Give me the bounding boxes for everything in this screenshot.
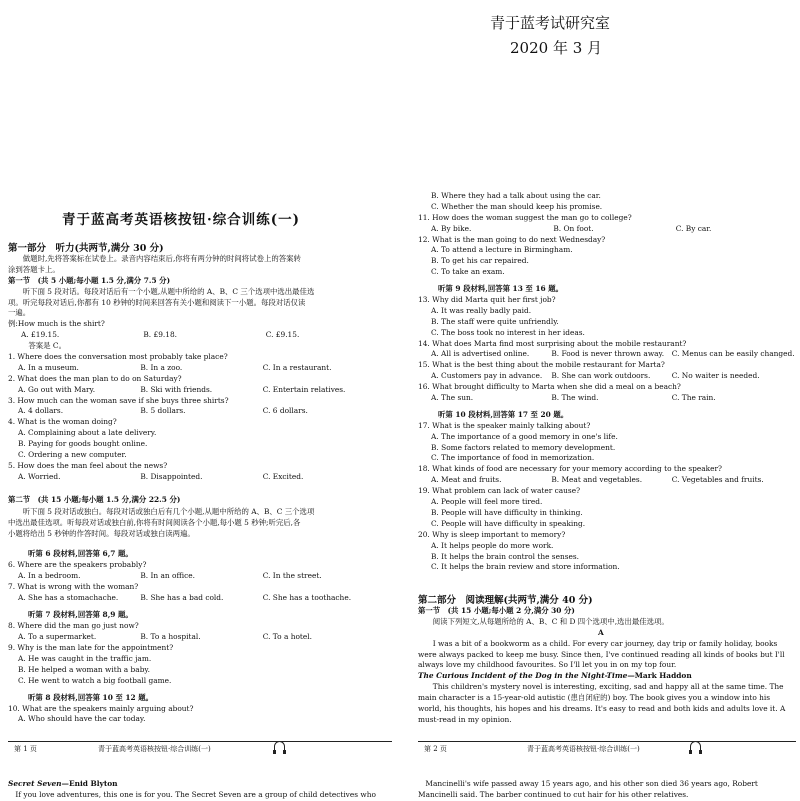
option: B. The wind. bbox=[551, 393, 599, 403]
question-19: 19. What problem can lack of water cause? bbox=[418, 486, 581, 496]
question-18: 18. What kinds of food are necessary for your memory according to the speaker? bbox=[418, 464, 722, 474]
organization-name: 青于蓝考试研究室 bbox=[490, 14, 611, 32]
option: C. The rain. bbox=[671, 393, 716, 403]
passage-line: must-read in my opinion. bbox=[418, 714, 512, 724]
option: C. Whether the man should keep his promise. bbox=[431, 201, 603, 211]
option: C. The importance of food in memorization. bbox=[431, 453, 595, 463]
question-15: 15. What is the best thing about the mobile restaurant for Marta? bbox=[418, 360, 665, 370]
passage-line: Mancinelli said. The barber continued to cut hair for his other relatives. bbox=[418, 789, 689, 799]
option: A. Who should have the car today. bbox=[18, 714, 146, 724]
option: C. People will have difficulty in speaking. bbox=[431, 518, 586, 528]
sec1-intro-line: 听下面 5 段对话。每段对话后有一个小题,从题中所给的 A、B、C 三个选项中选出最佳选 bbox=[8, 286, 315, 296]
question-7: 7. What is wrong with the woman? bbox=[8, 581, 139, 591]
question-18-options bbox=[418, 475, 796, 486]
option: A. Go out with Mary. bbox=[18, 384, 96, 394]
book-author: —Enid Blyton bbox=[61, 779, 118, 788]
question-11: 11. How does the woman suggest the man go to college? bbox=[418, 212, 632, 222]
option: C. To take an exam. bbox=[431, 267, 505, 277]
option: B. The staff were quite unfriendly. bbox=[431, 316, 559, 326]
question-12: 12. What is the man going to do next Wednesday? bbox=[418, 234, 606, 244]
sec2-intro-line: 听下面 5 段对话或独白。每段对话或独白后有几个小题,从题中所给的 A、B、C 三个选项 bbox=[8, 507, 315, 516]
option: B. Meat and vegetables. bbox=[551, 475, 643, 485]
example-question: 例:How much is the shirt? bbox=[8, 319, 105, 329]
material-8-heading: 听第 8 段材料,回答第 10 至 12 题。 bbox=[28, 692, 154, 702]
option: A. 4 dollars. bbox=[18, 406, 64, 416]
footer-title: 青于蓝高考英语核按钮·综合训练(一) bbox=[527, 745, 640, 753]
question-2: 2. What does the man plan to do on Saturday? bbox=[8, 373, 182, 383]
option: B. To a hospital. bbox=[140, 632, 201, 642]
option: A. In a museum. bbox=[18, 362, 79, 372]
sec1-title: 第一节 (共 5 小题;每小题 1.5 分,满分 7.5 分) bbox=[8, 275, 171, 285]
option: A. By bike. bbox=[431, 223, 472, 233]
question-16: 16. What brought difficulty to Marta when she did a meal on a beach? bbox=[418, 382, 681, 392]
option: A. All is advertised online. bbox=[431, 349, 530, 359]
option: C. To a hotel. bbox=[262, 632, 312, 642]
material-6-heading: 听第 6 段材料,回答第 6,7 题。 bbox=[28, 549, 133, 558]
reading-section bbox=[418, 606, 785, 726]
question-15-options bbox=[418, 371, 796, 382]
option: C. £9.15. bbox=[265, 330, 300, 340]
next-page-right bbox=[418, 779, 758, 801]
question-6-options bbox=[8, 571, 383, 582]
option: C. She has a toothache. bbox=[262, 592, 352, 602]
question-9: 9. Why is the man late for the appointment? bbox=[8, 643, 174, 653]
option: B. She can work outdoors. bbox=[551, 371, 651, 381]
option: C. The boss took no interest in her ideas. bbox=[431, 327, 585, 337]
question-3-options bbox=[8, 406, 393, 417]
option: A. He was caught in the traffic jam. bbox=[18, 654, 152, 664]
date-line: 2020 年 3 月 bbox=[510, 39, 603, 57]
question-14-options bbox=[418, 349, 796, 360]
question-17: 17. What is the speaker mainly talking about? bbox=[418, 420, 591, 430]
option: C. 6 dollars. bbox=[262, 406, 308, 416]
option: B. £9.18. bbox=[143, 330, 177, 340]
option: C. Vegetables and fruits. bbox=[671, 475, 764, 485]
passage-line: This children's mystery novel is interesting, exciting, sad and happy all at the same time. The bbox=[418, 682, 784, 692]
passage-line: always love my childhood favourites. So I'll let you in on my top four. bbox=[418, 660, 677, 670]
book-heading bbox=[8, 779, 376, 790]
option: C. In the street. bbox=[262, 570, 322, 580]
option: A. It was really badly paid. bbox=[431, 305, 532, 315]
part1-intro-line: 做题时,先将答案标在试卷上。录音内容结束后,你将有两分钟的时间将试卷上的答案转 bbox=[8, 254, 301, 263]
option: A. She has a stomachache. bbox=[18, 592, 119, 602]
option: A. The sun. bbox=[431, 393, 474, 403]
question-3: 3. How much can the woman save if she buys three shirts? bbox=[8, 395, 229, 405]
question-20: 20. Why is sleep important to memory? bbox=[418, 529, 566, 539]
question-6: 6. Where are the speakers probably? bbox=[8, 559, 147, 569]
option: C. It helps the brain review and store information. bbox=[431, 562, 620, 572]
headphones-icon bbox=[690, 741, 701, 752]
question-5-options bbox=[8, 472, 393, 483]
option: A. In a bedroom. bbox=[18, 570, 81, 580]
passage-line: were always packed to keep me busy. Since then, I've continued reading all kinds of books but I'll bbox=[418, 649, 785, 659]
option: B. On foot. bbox=[553, 223, 594, 233]
part1-title: 第一部分 听力(共两节,满分 30 分) bbox=[8, 243, 164, 254]
question-1-options bbox=[8, 363, 393, 374]
left-column-text bbox=[8, 254, 393, 483]
footer-rule bbox=[8, 741, 392, 742]
passage-line: I was a bit of a bookworm as a child. For every car journey, day trip or family holiday, books bbox=[418, 638, 778, 648]
option: B. To get his car repaired. bbox=[431, 256, 529, 266]
sec1-intro-line: 项。听完每段对话后,你都有 10 秒钟的时间来回答有关小题和阅读下一小题。每段对话仅读 bbox=[8, 297, 306, 307]
option: B. She has a bad cold. bbox=[140, 592, 224, 602]
option: C. Excited. bbox=[262, 471, 304, 481]
passage-line: world, his thoughts, his hopes and his dreams. It's easy to read and both kids and adults love it. A bbox=[418, 704, 786, 714]
option: A. To a supermarket. bbox=[18, 632, 97, 642]
part2-title: 第二部分 阅读理解(共两节,满分 40 分) bbox=[418, 595, 593, 606]
right-column-text bbox=[418, 191, 796, 573]
option: B. In a zoo. bbox=[140, 362, 183, 372]
page-number: 第 1 页 bbox=[14, 745, 37, 753]
part2-sec1-title: 第一节 (共 15 小题;每小题 2 分,满分 30 分) bbox=[418, 606, 575, 615]
question-4: 4. What is the woman doing? bbox=[8, 417, 117, 427]
question-14: 14. What does Marta find most surprising about the mobile restaurant? bbox=[418, 338, 687, 348]
passage-line: Mancinelli's wife passed away 15 years ago, and his other son died 36 years ago, Robert bbox=[418, 779, 758, 788]
option: A. Customers pay in advance. bbox=[431, 371, 543, 381]
paper-title: 青于蓝高考英语核按钮·综合训练(一) bbox=[62, 212, 300, 228]
option: B. Some factors related to memory development. bbox=[431, 442, 616, 452]
page-number: 第 2 页 bbox=[424, 745, 447, 753]
option: C. Entertain relatives. bbox=[262, 384, 346, 394]
option: B. 5 dollars. bbox=[140, 406, 186, 416]
question-11-options bbox=[418, 224, 796, 235]
option: C. By car. bbox=[675, 223, 712, 233]
option: B. He helped a woman with a baby. bbox=[18, 664, 150, 674]
sec2-intro bbox=[8, 507, 314, 540]
question-8-options bbox=[8, 632, 383, 643]
example-answer: 答案是 C。 bbox=[21, 341, 66, 351]
question-16-options bbox=[418, 393, 796, 404]
option: B. Disappointed. bbox=[140, 471, 203, 481]
headphones-icon bbox=[274, 741, 285, 752]
example-options bbox=[8, 330, 393, 341]
sec2-intro-line: 小题将给出 5 秒钟的作答时间。每段对话或独白读两遍。 bbox=[8, 528, 195, 538]
question-7-options bbox=[8, 593, 383, 604]
option: C. Menus can be easily changed. bbox=[671, 349, 795, 359]
sec2-questions bbox=[8, 549, 383, 725]
question-10: 10. What are the speakers mainly arguing about? bbox=[8, 703, 194, 713]
book-heading bbox=[418, 671, 785, 682]
question-13: 13. Why did Marta quit her first job? bbox=[418, 295, 556, 305]
question-1: 1. Where does the conversation most probably take place? bbox=[8, 352, 228, 362]
passage-line: main character is a 15-year-old autistic (患自闭症的) boy. The book gives you a window into his bbox=[418, 693, 771, 703]
part1-intro-line: 涂到答题卡上。 bbox=[8, 264, 60, 274]
option: A. It helps people do more work. bbox=[431, 540, 554, 550]
option: A. The importance of a good memory in one's life. bbox=[431, 431, 618, 441]
option: A. Meat and fruits. bbox=[431, 475, 502, 485]
passage-letter: A bbox=[598, 627, 604, 637]
option: C. He went to watch a big football game. bbox=[18, 675, 172, 685]
option: B. Ski with friends. bbox=[140, 384, 213, 394]
option: A. To attend a lecture in Birmingham. bbox=[431, 245, 573, 255]
sec2-title: 第二节 (共 15 小题;每小题 1.5 分,满分 22.5 分) bbox=[8, 495, 181, 504]
material-10-heading: 听第 10 段材料,回答第 17 至 20 题。 bbox=[438, 409, 569, 419]
option: B. People will have difficulty in thinking. bbox=[431, 507, 583, 517]
footer-title: 青于蓝高考英语核按钮·综合训练(一) bbox=[98, 745, 211, 753]
option: B. Paying for goods bought online. bbox=[18, 439, 148, 449]
option: C. No waiter is needed. bbox=[671, 371, 760, 381]
footer-rule bbox=[418, 741, 796, 742]
question-5: 5. How does the man feel about the news? bbox=[8, 460, 168, 470]
sec2-intro-line: 中选出最佳选项。听每段对话或独白前,你将有时间阅读各个小题,每小题 5 秒钟;听完后,各 bbox=[8, 517, 301, 527]
option: A. Complaining about a late delivery. bbox=[18, 428, 157, 438]
question-8: 8. Where did the man go just now? bbox=[8, 621, 139, 631]
option: A. Worried. bbox=[18, 471, 61, 481]
passage-line: If you love adventures, this one is for you. The Secret Seven are a group of child detectives who bbox=[8, 789, 376, 799]
option: A. People will feel more tired. bbox=[431, 497, 543, 507]
option: C. In a restaurant. bbox=[262, 362, 332, 372]
next-page-left bbox=[8, 779, 376, 801]
question-2-options bbox=[8, 385, 393, 396]
option: B. Where they had a talk about using the car. bbox=[431, 191, 601, 200]
sec1-intro-line: 一遍。 bbox=[8, 308, 31, 318]
option: A. £19.15. bbox=[21, 330, 60, 340]
part2-intro: 阅读下列短文,从每题所给的 A、B、C 和 D 四个选项中,选出最佳选项。 bbox=[418, 616, 669, 626]
option: B. It helps the brain control the senses. bbox=[431, 551, 580, 561]
option: C. Ordering a new computer. bbox=[18, 450, 127, 460]
book-title: Secret Seven bbox=[8, 779, 62, 788]
material-9-heading: 听第 9 段材料,回答第 13 至 16 题。 bbox=[438, 284, 564, 294]
option: B. In an office. bbox=[140, 570, 195, 580]
book-author: —Mark Haddon bbox=[627, 671, 692, 681]
material-7-heading: 听第 7 段材料,回答第 8,9 题。 bbox=[28, 610, 133, 620]
option: B. Food is never thrown away. bbox=[551, 349, 665, 359]
book-title: The Curious Incident of the Dog in the Night-Time bbox=[418, 671, 628, 681]
